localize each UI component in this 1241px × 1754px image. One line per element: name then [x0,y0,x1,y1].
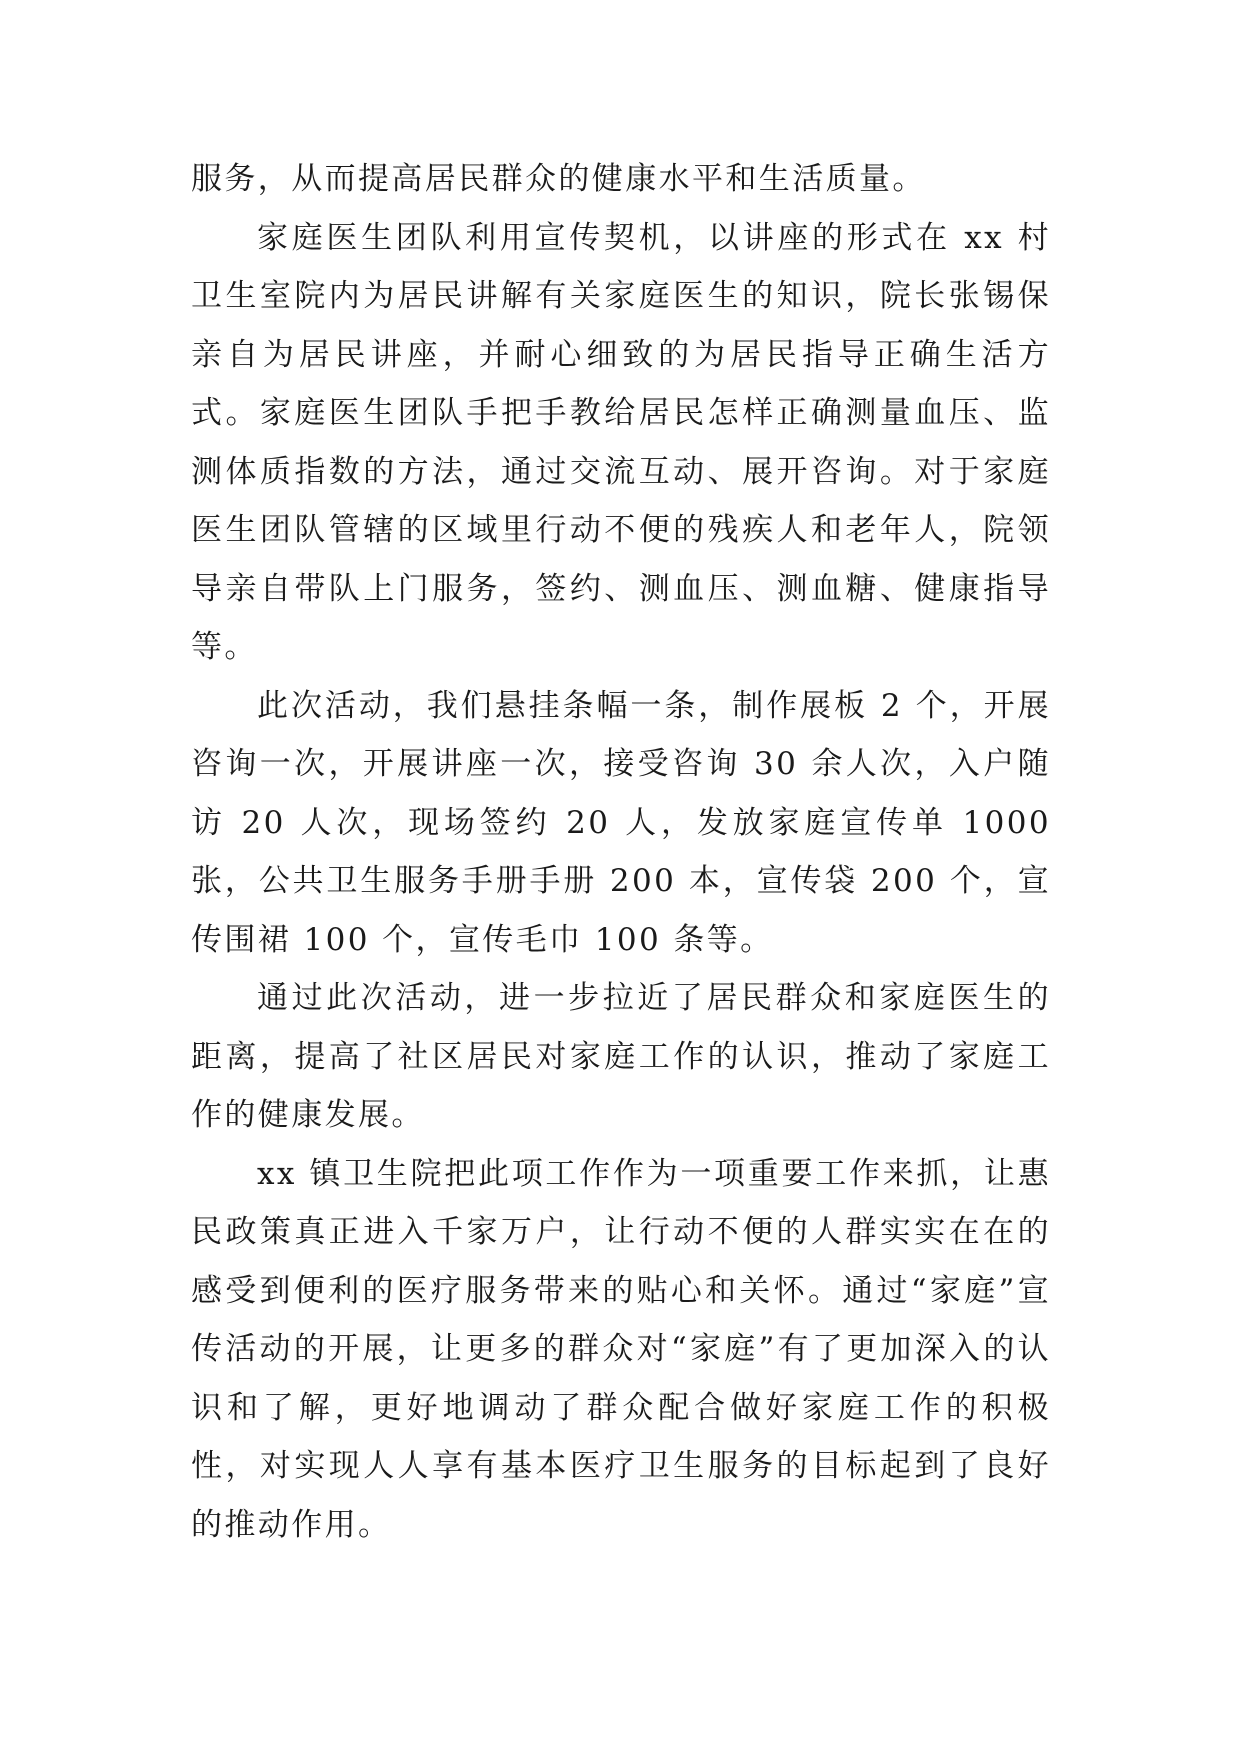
paragraph-activity-statistics: 此次活动，我们悬挂条幅一条，制作展板 2 个，开展咨询一次，开展讲座一次，接受咨询 30 余人次，入户随访 20 人次，现场签约 20 人，发放家庭宣传单 1000 张，公共卫生服务手册手册 200 本，宣传袋 200 个，宣传围裙 100 个，宣传毛巾 100 条等。 [191,687,1051,958]
paragraph-family-doctor-lecture: 家庭医生团队利用宣传契机，以讲座的形式在 xx 村卫生室院内为居民讲解有关家庭医生的知识，院长张锡保亲自为居民讲座，并耐心细致的为居民指导正确生活方式。家庭医生团队手把手教给居民怎样正确测量血压、监测体质指数的方法，通过交流互动、展开咨询。对于家庭医生团队管辖的区域里行动不便的残疾人和老年人，院领导亲自带队上门服务，签约、测血压、测血糖、健康指导等。 [191,219,1051,665]
paragraph-activity-effect: 通过此次活动，进一步拉近了居民群众和家庭医生的距离，提高了社区居民对家庭工作的认识，推动了家庭工作的健康发展。 [191,980,1051,1133]
paragraph-continuation: 服务，从而提高居民群众的健康水平和生活质量。 [191,161,926,197]
paragraph-hospital-summary: xx 镇卫生院把此项工作作为一项重要工作来抓，让惠民政策真正进入千家万户，让行动不便的人群实实在在的感受到便利的医疗服务带来的贴心和关怀。通过“家庭”宣传活动的开展，让更多的群众对“家庭”有了更加深入的认识和了解，更好地调动了群众配合做好家庭工作的积极性，对实现人人享有基本医疗卫生服务的目标起到了良好的推动作用。 [191,1155,1051,1543]
document-body [191,150,1051,1554]
